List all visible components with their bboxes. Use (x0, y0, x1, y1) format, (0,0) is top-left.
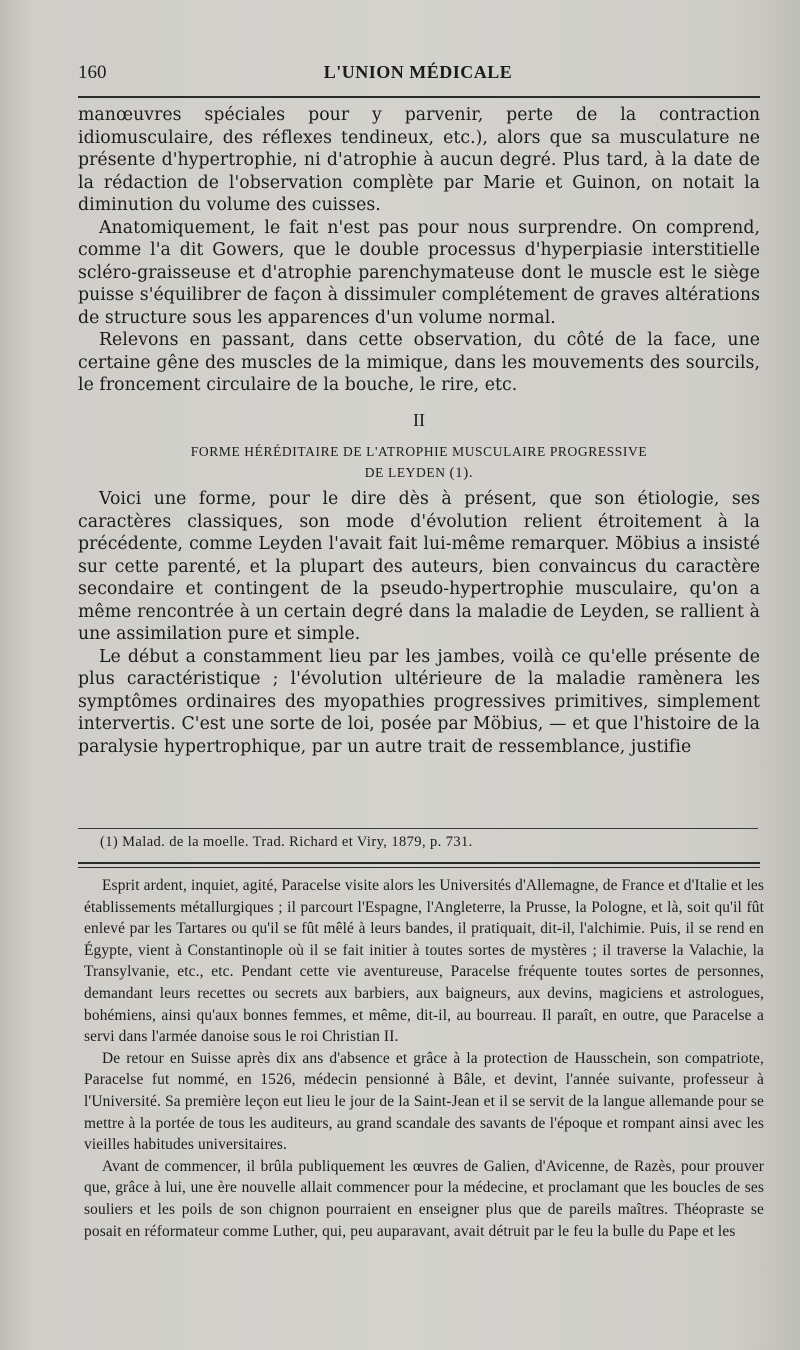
article-paragraph: manœuvres spéciales pour y parvenir, perte de la contraction idiomusculaire, des réflexes tendineux, etc.), alors que sa musculature ne présente d'hypertrophie, ni d'atrophie à aucun degré. Plus tard, à la date de la rédaction de l'observation complète par Marie et Guinon, on notait la diminution du volume des cuisses. (78, 105, 760, 215)
article-paragraph: Le début a constamment lieu par les jambes, voilà ce qu'elle présente de plus caractéristique ; l'évolution ultérieure de la maladie ramènera les symptômes ordinaires des myopathies progressives primitives, simplement intervertis. C'est une sorte de loi, posée par Möbius, — et que l'histoire de la paralysie hypertrophique, par un autre trait de ressemblance, justifie (78, 646, 760, 757)
section-numeral: II (412, 409, 426, 430)
section-title-name: DE LEYDEN (364, 465, 446, 480)
section-title (78, 441, 760, 484)
feuilleton-body (84, 875, 764, 1242)
page-header (78, 58, 758, 92)
feuilleton-rule (78, 862, 760, 868)
footnote-reference: (1). (449, 465, 474, 481)
footnote: (1) Malad. de la moelle. Trad. Richard et Viry, 1879, p. 731. (100, 834, 473, 850)
article-paragraph: Anatomiquement, le fait n'est pas pour nous surprendre. On comprend, comme l'a dit Gowers, que le double processus d'hyperpiasie interstitielle scléro-graisseuse et d'atrophie parenchymateuse dont le muscle est le siège puisse s'équilibrer de façon à dissimuler complétement de graves altérations de structure sous les apparences d'un volume normal. (78, 217, 760, 328)
journal-title: L'UNION MÉDICALE (323, 62, 513, 82)
article-paragraph: Voici une forme, pour le dire dès à présent, que son étiologie, ses caractères classiques, son mode d'évolution relient étroitement à la précédente, comme Leyden l'avait fait lui-même remarquer. Möbius a insisté sur cette parenté, et la plupart des auteurs, bien convaincus du caractère secondaire et contingent de la pseudo-hypertrophie musculaire, qu'on a même rencontrée à un certain degré dans la maladie de Leyden, se rallient à une assimilation pure et simple. (78, 489, 760, 644)
feuilleton-paragraph: Esprit ardent, inquiet, agité, Paracelse visite alors les Universités d'Allemagne, de France et d'Italie et les établissements métallurgiques ; il parcourt l'Espagne, l'Angleterre, la Prusse, la Pologne, et là, soit qu'il fût enlevé par les Tartares ou qu'il se fût mêlé à leurs bandes, il pratiquait, dit-il, l'alchimie. Puis, il se rend en Égypte, vient à Constantinople où il se fait initier à toutes sortes de mystères ; il traverse la Valachie, la Transylvanie, etc., etc. Pendant cette vie aventureuse, Paracelse fréquente toutes sortes de personnes, demandant leurs recettes ou secrets aux barbiers, aux baigneurs, aux devins, magiciens et astrologues, bohémiens, ainsi qu'aux bonnes femmes, et même, dit-il, au bourreau. Il paraît, en outre, que Paracelse a servi dans l'armée danoise sous le roi Christian II. (84, 877, 764, 1046)
feuilleton-paragraph: De retour en Suisse après dix ans d'absence et grâce à la protection de Hausschein, son compatriote, Paracelse fut nommé, en 1526, médecin pensionné à Bâle, et devint, l'année suivante, professeur à l'Université. Sa première leçon eut lieu le jour de la Saint-Jean et il se servit de la langue allemande pour se mettre à la portée de tous les auditeurs, au grand scandale des savants de l'époque et rompant ainsi avec les vieilles habitudes universitaires. (84, 1049, 764, 1154)
footnote-rule (78, 828, 758, 829)
section-title-line (78, 462, 760, 484)
page-number: 160 (78, 62, 107, 83)
feuilleton-paragraph: Avant de commencer, il brûla publiquement les œuvres de Galien, d'Avicenne, de Razès, pour prouver que, grâce à lui, une ère nouvelle allait commencer pour la médecine, et proclamant que les boucles de ses souliers et les poils de son chignon pourraient en enseigner plus que de pareils maîtres. Théopraste se posait en réformateur comme Luther, qui, peu auparavant, avait détruit par le feu la bulle du Pape et les (84, 1157, 764, 1240)
section-title-line: FORME HÉRÉDITAIRE DE L'ATROPHIE MUSCULAIRE PROGRESSIVE (190, 444, 648, 459)
header-rule (78, 96, 760, 98)
article-body (78, 104, 760, 758)
article-paragraph: Relevons en passant, dans cette observation, du côté de la face, une certaine gêne des muscles de la mimique, dans les mouvements des sourcils, le froncement circulaire de la bouche, le rire, etc. (78, 330, 760, 395)
